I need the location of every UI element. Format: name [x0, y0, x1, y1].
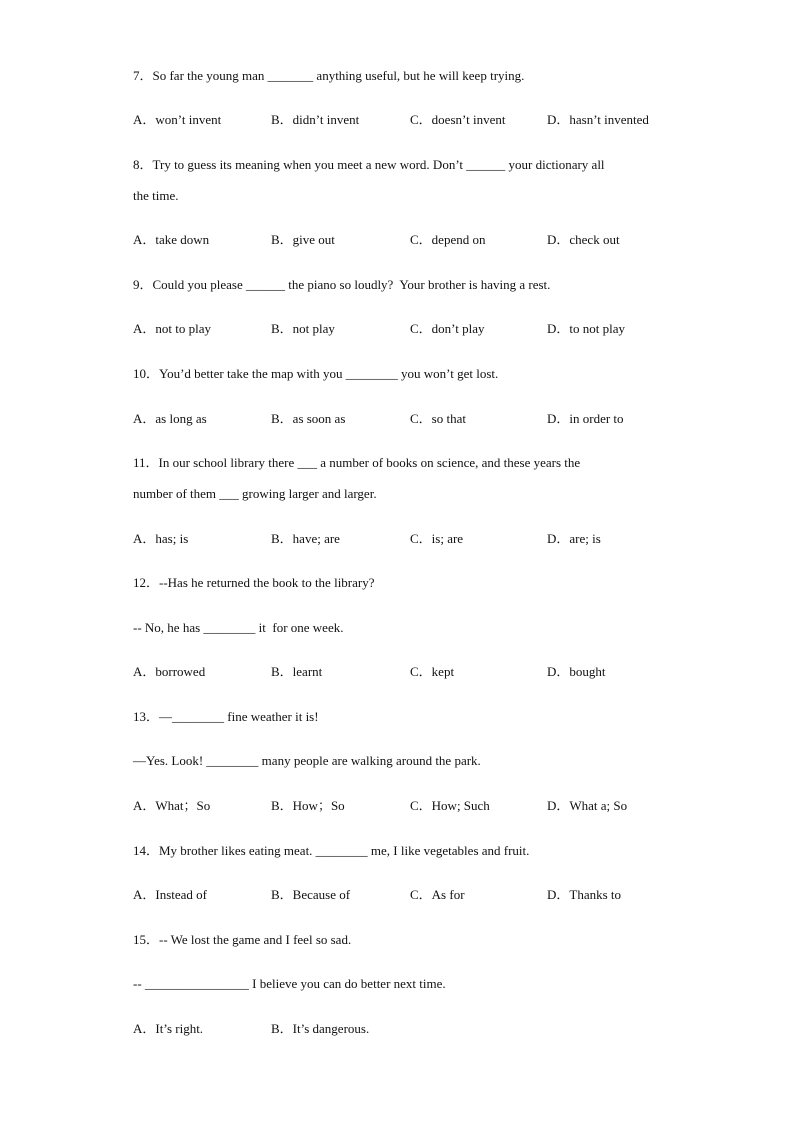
option-a: A．won’t invent	[133, 112, 222, 127]
option-b: B．not play	[271, 321, 335, 336]
option-d: D．check out	[547, 232, 620, 247]
option-b: B．give out	[271, 232, 335, 247]
option-c: C．don’t play	[410, 321, 485, 336]
question-7-text: 7．So far the young man _______ anything useful, but he will keep trying.	[133, 68, 525, 83]
option-b: B．as soon as	[271, 411, 346, 426]
option-b: B．didn’t invent	[271, 112, 360, 127]
option-c: C．so that	[410, 411, 466, 426]
question-7-options	[133, 112, 733, 128]
question-10-options	[133, 411, 733, 427]
option-c: C．doesn’t invent	[410, 112, 506, 127]
option-c: C．depend on	[410, 232, 486, 247]
question-14-options	[133, 887, 733, 903]
option-b: B．It’s dangerous.	[271, 1021, 370, 1036]
option-b: B．How；So	[271, 798, 345, 813]
question-11-options	[133, 531, 733, 547]
option-d: D．What a; So	[547, 798, 628, 813]
question-12-options	[133, 664, 733, 680]
option-b: B．learnt	[271, 664, 323, 679]
option-b: B．Because of	[271, 887, 351, 902]
option-c: C．is; are	[410, 531, 464, 546]
option-c: C．kept	[410, 664, 455, 679]
question-8-text-continued: the time.	[133, 188, 179, 203]
question-15-text: 15．-- We lost the game and I feel so sad.	[133, 932, 352, 947]
question-9-text: 9．Could you please ______ the piano so loudly? Your brother is having a rest.	[133, 277, 551, 292]
question-11-text: 11．In our school library there ___ a number of books on science, and these years the	[133, 455, 581, 470]
question-11-text-continued: number of them ___ growing larger and larger.	[133, 486, 377, 501]
option-d: D．hasn’t invented	[547, 112, 649, 127]
question-13-reply: —Yes. Look! ________ many people are walking around the park.	[133, 753, 481, 768]
question-9-options	[133, 321, 733, 337]
option-c: C．As for	[410, 887, 465, 902]
question-14-text: 14．My brother likes eating meat. ________ me, I like vegetables and fruit.	[133, 843, 530, 858]
question-15-reply: -- ________________ I believe you can do better next time.	[133, 976, 446, 991]
option-d: D．bought	[547, 664, 606, 679]
option-d: D．are; is	[547, 531, 601, 546]
option-a: A．borrowed	[133, 664, 206, 679]
question-10-text: 10．You’d better take the map with you ________ you won’t get lost.	[133, 366, 499, 381]
option-a: A．take down	[133, 232, 210, 247]
option-a: A．What；So	[133, 798, 211, 813]
question-12-reply: -- No, he has ________ it for one week.	[133, 620, 344, 635]
question-13-options	[133, 798, 733, 814]
option-b: B．have; are	[271, 531, 340, 546]
option-d: D．in order to	[547, 411, 624, 426]
question-8-options	[133, 232, 733, 248]
question-12-text: 12．--Has he returned the book to the library?	[133, 575, 375, 590]
option-a: A．has; is	[133, 531, 189, 546]
option-a: A．It’s right.	[133, 1021, 204, 1036]
question-13-text: 13．—________ fine weather it is!	[133, 709, 319, 724]
option-a: A．not to play	[133, 321, 211, 336]
option-d: D．Thanks to	[547, 887, 622, 902]
option-d: D．to not play	[547, 321, 625, 336]
option-a: A．Instead of	[133, 887, 208, 902]
question-15-options	[133, 1021, 733, 1037]
option-a: A．as long as	[133, 411, 207, 426]
option-c: C．How; Such	[410, 798, 490, 813]
question-8-text: 8．Try to guess its meaning when you meet a new word. Don’t ______ your dictionary all	[133, 157, 605, 172]
